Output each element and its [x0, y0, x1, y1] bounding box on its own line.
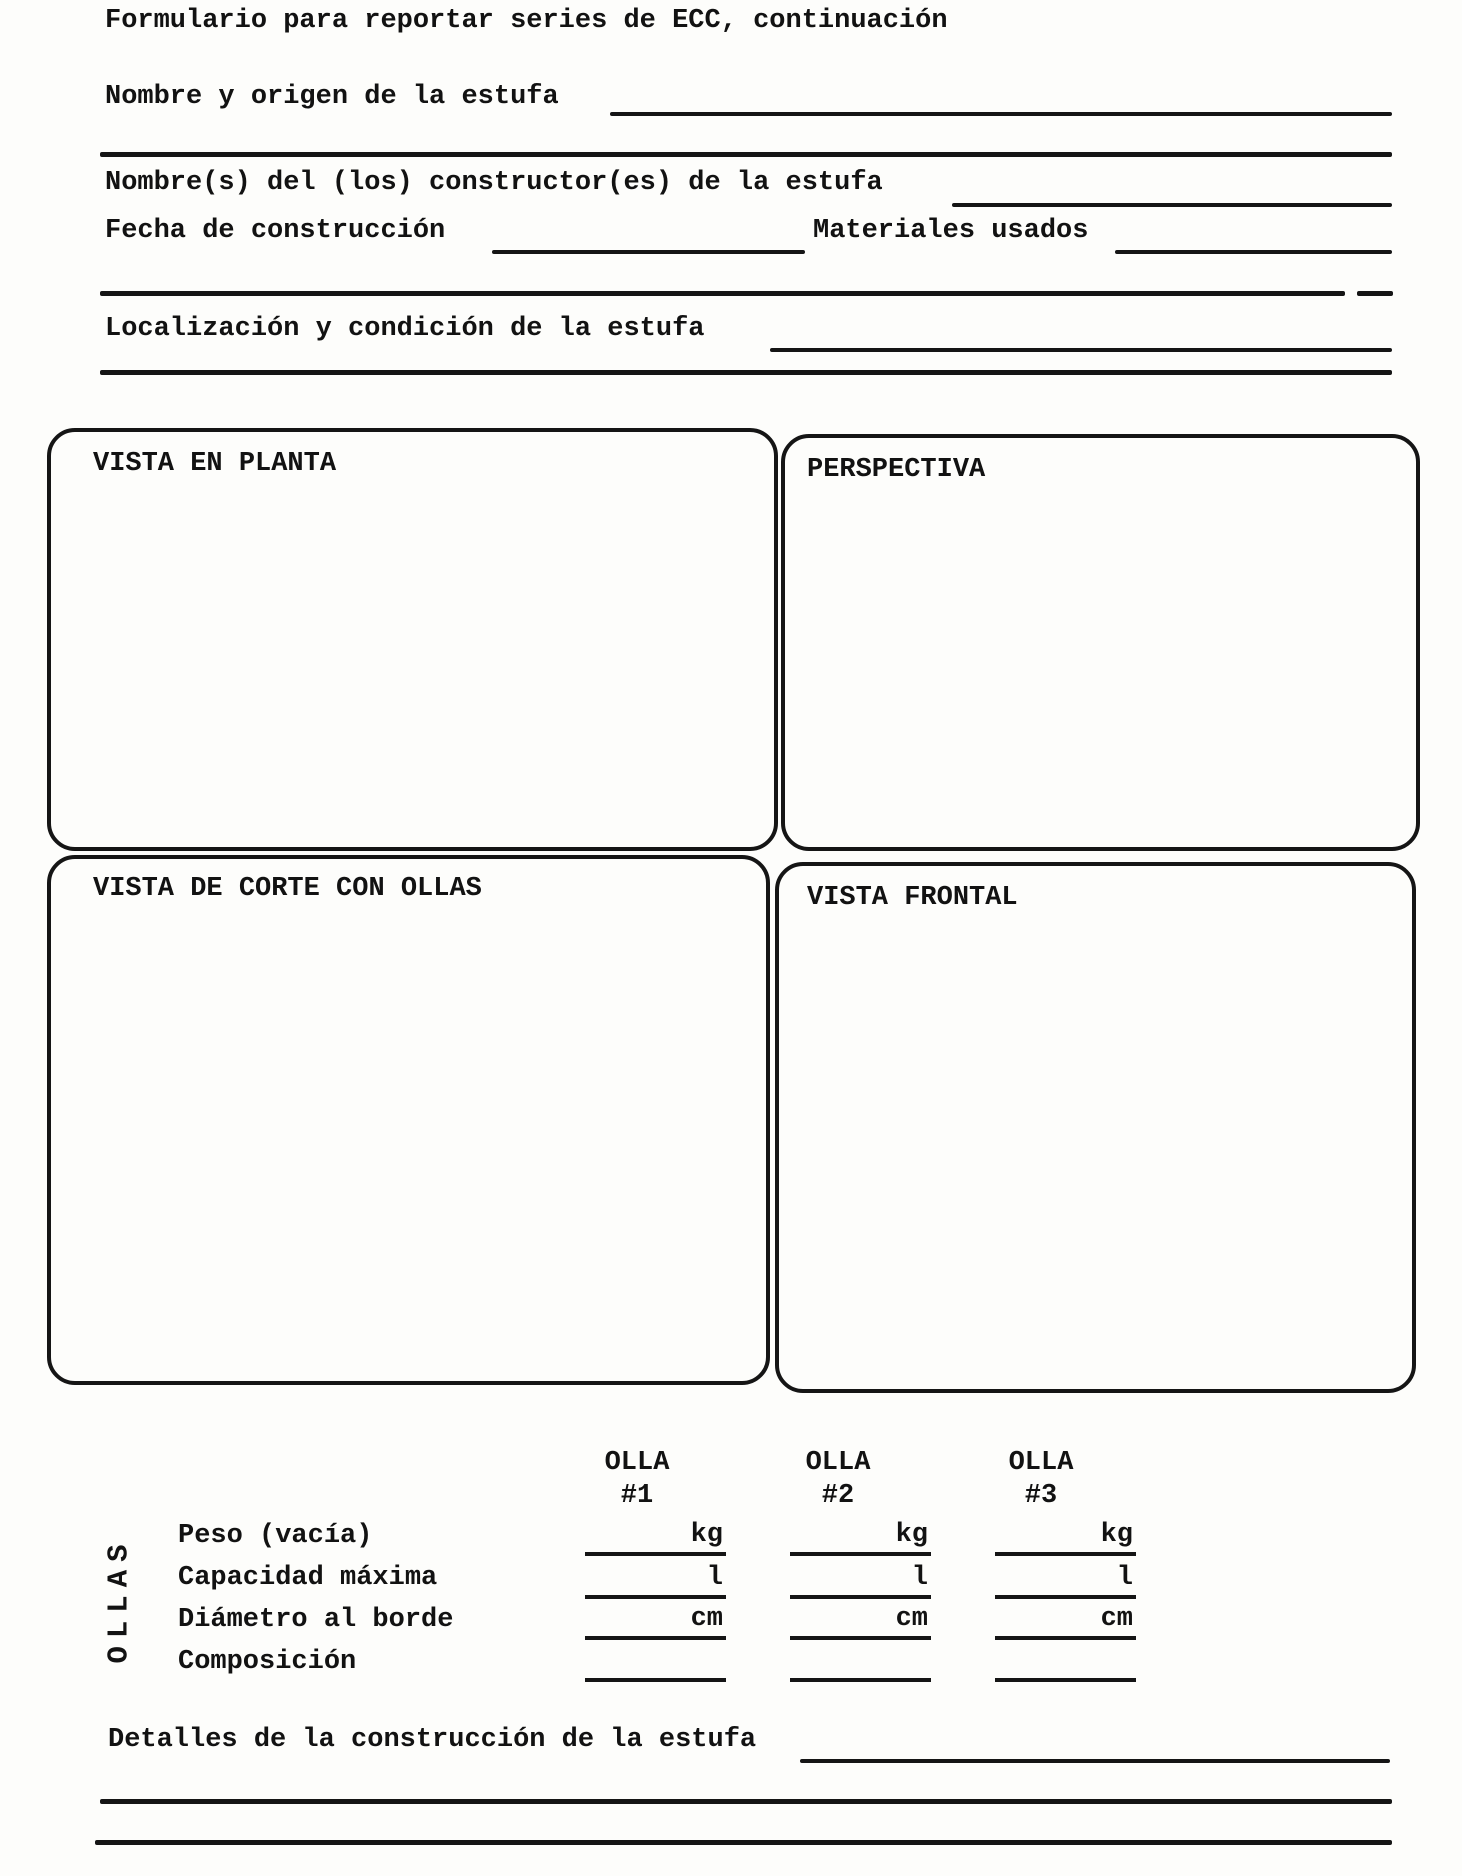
field-label-localizacion: Localización y condición de la estufa: [105, 314, 705, 344]
cell-diametro-olla1: cm: [585, 1605, 726, 1640]
cell-composicion-olla3: [995, 1647, 1136, 1682]
blank-line-materiales-usados: [1115, 250, 1392, 254]
vista-en-planta-title: VISTA EN PLANTA: [93, 449, 337, 479]
cell-capacidad-olla3: l: [995, 1564, 1136, 1599]
field-label-detalles: Detalles de la construcción de la estufa: [108, 1725, 757, 1755]
vista-frontal-title: VISTA FRONTAL: [807, 883, 1018, 913]
page-title: Formulario para reportar series de ECC, continuación: [105, 6, 948, 36]
olla-column-header-1: [567, 1447, 707, 1513]
row-label-composicion: Composición: [178, 1647, 357, 1677]
continuation-rule-2-dash: [1357, 291, 1393, 296]
continuation-rule-4: [100, 1799, 1392, 1804]
vista-de-corte-title: VISTA DE CORTE CON OLLAS: [93, 874, 482, 904]
vista-en-planta-box: [47, 428, 778, 851]
cell-capacidad-olla1: l: [585, 1564, 726, 1599]
blank-line-localizacion: [770, 348, 1392, 352]
continuation-rule-2: [100, 291, 1345, 296]
field-label-constructores: Nombre(s) del (los) constructor(es) de la estufa: [105, 168, 883, 198]
cell-peso-olla3: kg: [995, 1521, 1136, 1556]
ollas-side-label: OLLAS: [102, 1536, 136, 1664]
olla-header-title: OLLA: [1008, 1448, 1074, 1478]
vista-de-corte-box: [47, 855, 770, 1385]
field-label-fecha-construccion: Fecha de construcción: [105, 216, 446, 246]
cell-composicion-olla1: [585, 1647, 726, 1682]
blank-line-nombre-origen: [610, 112, 1392, 116]
continuation-rule-1: [100, 152, 1392, 157]
continuation-rule-5: [95, 1840, 1392, 1845]
cell-peso-olla2: kg: [790, 1521, 931, 1556]
olla-header-number: #1: [620, 1481, 654, 1511]
olla-header-number: #2: [821, 1481, 855, 1511]
olla-column-header-3: [971, 1447, 1111, 1513]
cell-peso-olla1: kg: [585, 1521, 726, 1556]
blank-line-detalles: [800, 1759, 1390, 1763]
olla-header-title: OLLA: [604, 1448, 670, 1478]
blank-line-constructores: [952, 203, 1392, 207]
perspectiva-box: [781, 434, 1420, 851]
cell-diametro-olla3: cm: [995, 1605, 1136, 1640]
olla-header-number: #3: [1024, 1481, 1058, 1511]
row-label-diametro: Diámetro al borde: [178, 1605, 454, 1635]
continuation-rule-3: [100, 370, 1392, 375]
olla-header-title: OLLA: [805, 1448, 871, 1478]
row-label-capacidad: Capacidad máxima: [178, 1563, 438, 1593]
vista-frontal-box: [775, 862, 1416, 1393]
cell-composicion-olla2: [790, 1647, 931, 1682]
row-label-peso: Peso (vacía): [178, 1521, 373, 1551]
cell-diametro-olla2: cm: [790, 1605, 931, 1640]
field-label-nombre-origen: Nombre y origen de la estufa: [105, 82, 559, 112]
field-label-materiales-usados: Materiales usados: [813, 216, 1089, 246]
cell-capacidad-olla2: l: [790, 1564, 931, 1599]
perspectiva-title: PERSPECTIVA: [807, 455, 986, 485]
olla-column-header-2: [768, 1447, 908, 1513]
blank-line-fecha-construccion: [492, 250, 805, 254]
